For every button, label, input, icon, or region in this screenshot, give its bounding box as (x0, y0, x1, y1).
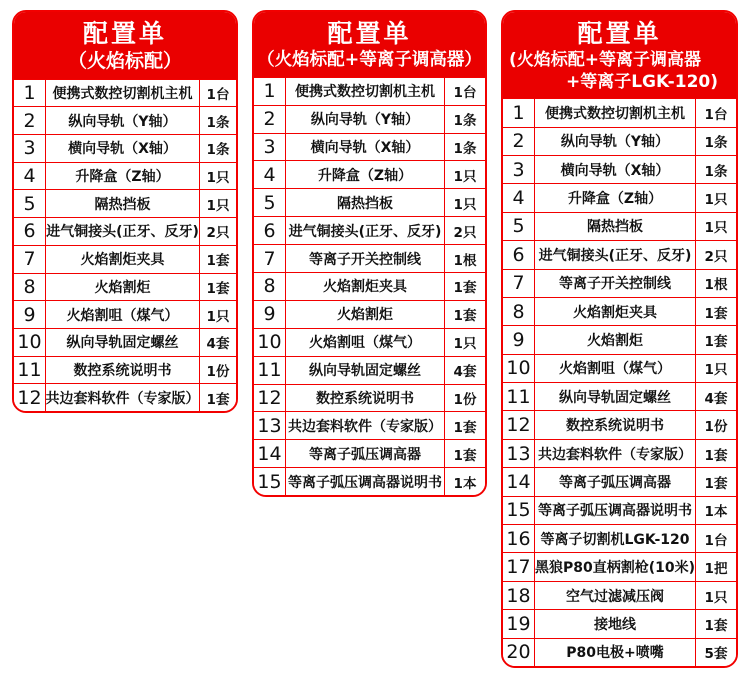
config-card-flame-plasma-lgk120 (501, 10, 738, 668)
table-row (14, 79, 236, 107)
row-number: 5 (503, 213, 535, 240)
row-number: 11 (14, 357, 46, 384)
card-subtitle (505, 49, 734, 93)
row-number: 6 (503, 241, 535, 268)
item-quantity: 1条 (206, 142, 230, 159)
item-name: 进气铜接头(正牙、反牙) (46, 218, 200, 245)
item-name: P80电极+喷嘴 (535, 639, 696, 666)
table-row (14, 217, 236, 245)
config-card-flame-standard (12, 10, 238, 413)
item-quantity: 4套 (453, 364, 477, 381)
item-quantity: 2只 (206, 225, 230, 242)
table-row (14, 273, 236, 301)
item-quantity: 1只 (453, 168, 477, 185)
row-number: 8 (503, 298, 535, 325)
item-name: 横向导轨（X轴） (535, 156, 696, 183)
row-number: 13 (503, 440, 535, 467)
table-row (503, 581, 736, 609)
card-subtitle (16, 49, 234, 74)
row-number: 15 (254, 468, 286, 495)
config-card-flame-plasma-heightcontroller (252, 10, 487, 497)
item-name: 升降盒（Z轴） (535, 184, 696, 211)
item-name: 进气铜接头(正牙、反牙) (535, 241, 696, 268)
item-name: 便携式数控切割机主机 (286, 78, 445, 105)
item-quantity: 1台 (206, 87, 230, 104)
item-name: 火焰割炬 (46, 274, 200, 301)
item-name: 便携式数控切割机主机 (535, 99, 696, 126)
row-number: 7 (14, 246, 46, 273)
row-number: 7 (254, 245, 286, 272)
card-title: 配置单 (577, 19, 662, 48)
row-number: 10 (254, 329, 286, 356)
item-name: 隔热挡板 (535, 213, 696, 240)
item-name: 火焰割咀（煤气） (535, 355, 696, 382)
item-name: 空气过滤减压阀 (535, 582, 696, 609)
item-name: 升降盒（Z轴） (286, 161, 445, 188)
table-row (503, 98, 736, 126)
table-row (254, 160, 485, 188)
item-quantity: 1套 (704, 447, 728, 464)
table-row (254, 411, 485, 439)
item-quantity: 1套 (453, 447, 477, 464)
card-header (14, 12, 236, 79)
item-quantity: 1只 (453, 336, 477, 353)
row-number: 2 (254, 106, 286, 133)
item-name: 等离子开关控制线 (286, 245, 445, 272)
row-number: 4 (254, 161, 286, 188)
row-number: 1 (254, 78, 286, 105)
table-row (14, 356, 236, 384)
item-quantity: 4套 (206, 336, 230, 353)
item-quantity: 1份 (206, 363, 230, 380)
item-quantity: 1套 (206, 391, 230, 408)
item-name: 数控系统说明书 (46, 357, 200, 384)
item-name: 火焰割咀（煤气） (46, 301, 200, 328)
row-number: 4 (14, 163, 46, 190)
row-number: 8 (254, 273, 286, 300)
table-row (503, 155, 736, 183)
table-row (254, 272, 485, 300)
row-number: 3 (254, 134, 286, 161)
item-quantity: 1套 (453, 308, 477, 325)
table-row (14, 328, 236, 356)
table-row (254, 244, 485, 272)
row-number: 1 (14, 80, 46, 107)
row-number: 9 (254, 301, 286, 328)
card-header (254, 12, 485, 77)
table-row (254, 105, 485, 133)
table-row (503, 297, 736, 325)
row-number: 10 (503, 355, 535, 382)
row-number: 9 (14, 301, 46, 328)
item-quantity: 1条 (704, 135, 728, 152)
item-name: 等离子切割机LGK-120 (535, 525, 696, 552)
item-name: 火焰割炬 (535, 326, 696, 353)
item-name: 纵向导轨（Y轴） (286, 106, 445, 133)
table-row (503, 212, 736, 240)
item-quantity: 1根 (453, 252, 477, 269)
item-quantity: 1只 (704, 220, 728, 237)
table-row (14, 300, 236, 328)
item-name: 共边套料软件（专家版） (46, 384, 200, 411)
item-name: 接地线 (535, 610, 696, 637)
table-row (254, 216, 485, 244)
row-number: 14 (503, 468, 535, 495)
card-subtitle (256, 49, 483, 72)
table-row (14, 106, 236, 134)
row-number: 9 (503, 326, 535, 353)
item-name: 等离子弧压调高器说明书 (535, 497, 696, 524)
row-number: 5 (14, 190, 46, 217)
card-subtitle-line: +等离子LGK-120) (565, 72, 718, 93)
item-name: 共边套料软件（专家版） (286, 412, 445, 439)
item-quantity: 1只 (704, 589, 728, 606)
card-header (503, 12, 736, 98)
item-quantity: 1套 (704, 475, 728, 492)
row-number: 6 (14, 218, 46, 245)
row-number: 2 (503, 128, 535, 155)
table-row (503, 240, 736, 268)
item-name: 等离子开关控制线 (535, 270, 696, 297)
table-row (503, 382, 736, 410)
card-subtitle-line: （火焰标配） (67, 50, 182, 72)
row-number: 10 (14, 329, 46, 356)
item-name: 纵向导轨固定螺丝 (46, 329, 200, 356)
table-row (503, 183, 736, 211)
row-number: 12 (14, 384, 46, 411)
item-table (254, 77, 485, 495)
item-quantity: 1根 (704, 277, 728, 294)
item-quantity: 2只 (704, 248, 728, 265)
item-name: 等离子弧压调高器说明书 (286, 468, 445, 495)
item-name: 黑狼P80直柄割枪(10米) (535, 553, 696, 580)
row-number: 5 (254, 189, 286, 216)
item-name: 纵向导轨固定螺丝 (535, 383, 696, 410)
item-name: 升降盒（Z轴） (46, 163, 200, 190)
item-quantity: 1只 (704, 362, 728, 379)
table-row (503, 127, 736, 155)
table-row (503, 269, 736, 297)
item-name: 火焰割炬夹具 (286, 273, 445, 300)
item-quantity: 1只 (453, 196, 477, 213)
item-quantity: 1条 (453, 140, 477, 157)
row-number: 12 (254, 385, 286, 412)
table-row (503, 609, 736, 637)
table-row (503, 638, 736, 666)
table-row (254, 188, 485, 216)
item-quantity: 4套 (704, 390, 728, 407)
item-quantity: 1套 (704, 305, 728, 322)
item-quantity: 1台 (453, 85, 477, 102)
row-number: 19 (503, 610, 535, 637)
row-number: 17 (503, 553, 535, 580)
table-row (14, 134, 236, 162)
table-row (254, 328, 485, 356)
item-quantity: 1条 (206, 114, 230, 131)
item-name: 火焰割炬 (286, 301, 445, 328)
row-number: 7 (503, 270, 535, 297)
item-name: 便携式数控切割机主机 (46, 80, 200, 107)
item-quantity: 1只 (206, 170, 230, 187)
item-name: 共边套料软件（专家版） (535, 440, 696, 467)
item-name: 进气铜接头(正牙、反牙) (286, 217, 445, 244)
table-row (254, 356, 485, 384)
item-quantity: 1条 (704, 163, 728, 180)
item-name: 横向导轨（X轴） (46, 135, 200, 162)
item-quantity: 5套 (704, 646, 728, 663)
table-row (503, 354, 736, 382)
table-row (503, 325, 736, 353)
item-quantity: 1套 (453, 419, 477, 436)
row-number: 14 (254, 440, 286, 467)
item-quantity: 1台 (704, 532, 728, 549)
row-number: 15 (503, 497, 535, 524)
item-quantity: 1套 (704, 617, 728, 634)
table-row (254, 439, 485, 467)
item-quantity: 1套 (206, 280, 230, 297)
row-number: 1 (503, 99, 535, 126)
table-row (503, 410, 736, 438)
table-row (254, 384, 485, 412)
table-row (503, 439, 736, 467)
table-row (254, 77, 485, 105)
row-number: 4 (503, 184, 535, 211)
item-name: 火焰割炬夹具 (535, 298, 696, 325)
row-number: 11 (503, 383, 535, 410)
row-number: 3 (14, 135, 46, 162)
row-number: 18 (503, 582, 535, 609)
table-row (254, 133, 485, 161)
row-number: 20 (503, 639, 535, 666)
item-name: 纵向导轨（Y轴） (535, 128, 696, 155)
table-row (254, 300, 485, 328)
table-row (14, 245, 236, 273)
item-quantity: 1套 (206, 253, 230, 270)
item-quantity: 1份 (704, 419, 728, 436)
card-subtitle-line: （火焰标配+等离子调高器） (257, 50, 482, 70)
item-quantity: 1把 (704, 561, 728, 578)
table-row (14, 162, 236, 190)
row-number: 6 (254, 217, 286, 244)
row-number: 8 (14, 274, 46, 301)
item-table (14, 79, 236, 411)
item-name: 横向导轨（X轴） (286, 134, 445, 161)
item-quantity: 1本 (453, 475, 477, 492)
item-name: 隔热挡板 (286, 189, 445, 216)
table-row (503, 524, 736, 552)
item-name: 火焰割炬夹具 (46, 246, 200, 273)
card-title: 配置单 (327, 19, 412, 48)
item-quantity: 1条 (453, 113, 477, 130)
item-name: 隔热挡板 (46, 190, 200, 217)
item-quantity: 1份 (453, 391, 477, 408)
row-number: 13 (254, 412, 286, 439)
item-quantity: 1只 (206, 197, 230, 214)
item-quantity: 1套 (453, 280, 477, 297)
item-quantity: 1台 (704, 106, 728, 123)
table-row (503, 552, 736, 580)
card-subtitle-line: (火焰标配+等离子调高器 (509, 50, 702, 70)
item-name: 等离子弧压调高器 (535, 468, 696, 495)
item-name: 数控系统说明书 (535, 411, 696, 438)
item-name: 等离子弧压调高器 (286, 440, 445, 467)
table-row (254, 467, 485, 495)
table-row (14, 189, 236, 217)
item-name: 数控系统说明书 (286, 385, 445, 412)
item-name: 火焰割咀（煤气） (286, 329, 445, 356)
item-quantity: 2只 (453, 224, 477, 241)
row-number: 3 (503, 156, 535, 183)
card-title: 配置单 (82, 19, 167, 48)
item-quantity: 1套 (704, 334, 728, 350)
table-row (503, 467, 736, 495)
item-quantity: 1本 (704, 504, 728, 521)
table-row (503, 496, 736, 524)
row-number: 2 (14, 107, 46, 134)
row-number: 16 (503, 525, 535, 552)
item-quantity: 1只 (206, 308, 230, 325)
row-number: 11 (254, 357, 286, 384)
item-name: 纵向导轨（Y轴） (46, 107, 200, 134)
item-name: 纵向导轨固定螺丝 (286, 357, 445, 384)
row-number: 12 (503, 411, 535, 438)
item-quantity: 1只 (704, 192, 728, 209)
item-table (503, 98, 736, 666)
table-row (14, 383, 236, 411)
